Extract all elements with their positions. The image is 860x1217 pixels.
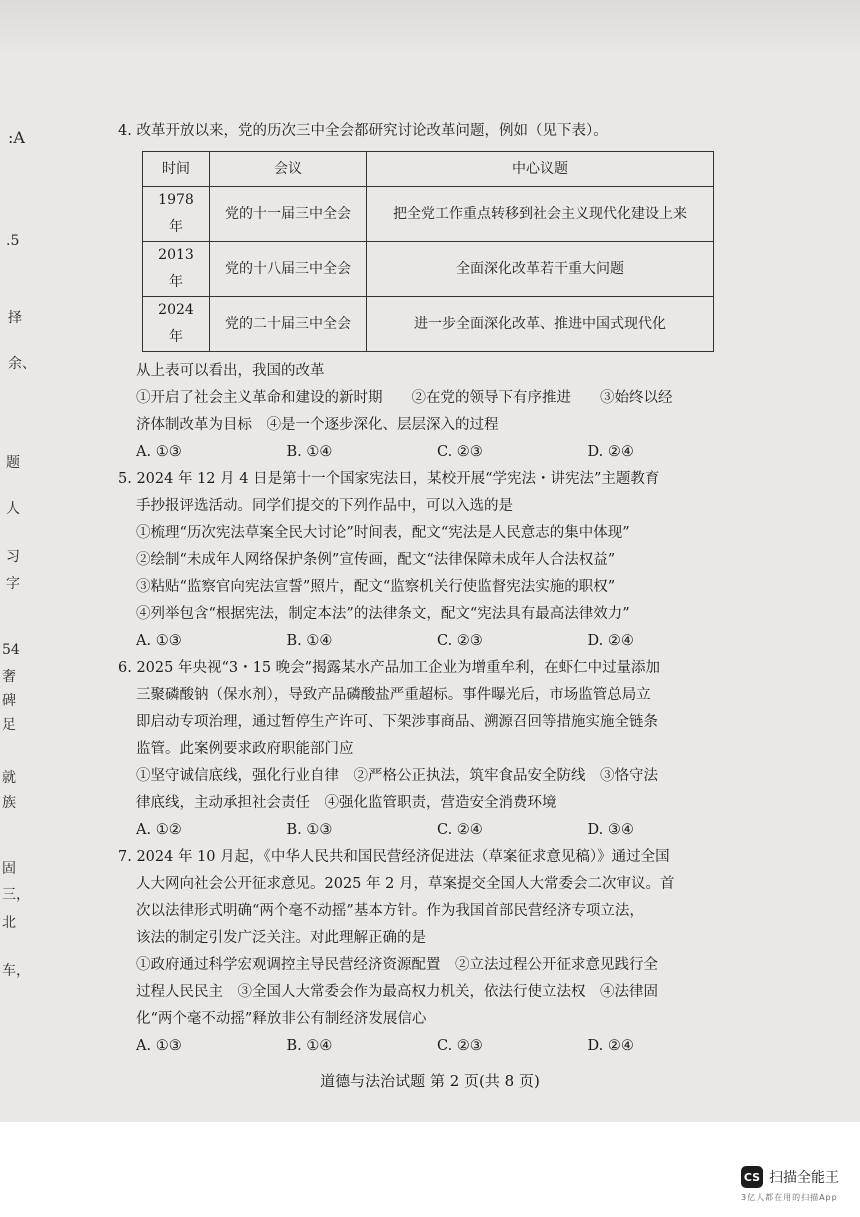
margin-text: 奢 xyxy=(2,669,16,685)
page-footer: 道德与法治试题 第 2 页(共 8 页) xyxy=(320,1072,540,1090)
option-d: D. ③④ xyxy=(587,822,634,838)
margin-text: 字 xyxy=(6,576,20,592)
table-header: 时间 xyxy=(143,152,210,187)
option-b: B. ①④ xyxy=(286,444,333,460)
table-header: 中心议题 xyxy=(367,152,714,187)
margin-text: 习 xyxy=(6,549,20,565)
question-5-item: ④列举包含“根据宪法，制定本法”的法律条文，配文“宪法具有最高法律效力” xyxy=(136,606,630,622)
question-6-stem: 三聚磷酸钠（保水剂），导致产品磷酸盐严重超标。事件曝光后，市场监管总局立 xyxy=(136,687,651,703)
question-6-options xyxy=(118,817,738,844)
reform-table xyxy=(142,151,714,352)
margin-text: 就 xyxy=(2,770,16,786)
margin-text: 择 xyxy=(8,310,22,326)
margin-text: 北 xyxy=(2,915,16,931)
table-cell: 全面深化改革若干重大问题 xyxy=(367,242,714,297)
question-7-stem: 次以法律形式明确“两个毫不动摇”基本方针。作为我国首部民营经济专项立法， xyxy=(136,903,644,919)
camscanner-icon: CS xyxy=(741,1166,763,1188)
table-header: 会议 xyxy=(210,152,367,187)
table-header-row xyxy=(143,152,714,187)
margin-text: 车， xyxy=(2,963,30,979)
question-5-stem: 手抄报评选活动。同学们提交的下列作品中，可以入选的是 xyxy=(136,498,513,514)
table-cell: 党的十八届三中全会 xyxy=(210,242,367,297)
question-4-statements: ①开启了社会主义革命和建设的新时期 ②在党的领导下有序推进 ③始终以经 xyxy=(136,390,673,406)
option-a: A. ①③ xyxy=(136,633,182,649)
table-row xyxy=(143,297,714,352)
option-c: C. ②③ xyxy=(437,1038,483,1054)
question-5-item: ①梳理“历次宪法草案全民大讨论”时间表，配文“宪法是人民意志的集中体现” xyxy=(136,525,630,541)
question-7-statements: 化“两个毫不动摇”释放非公有制经济发展信心 xyxy=(136,1011,427,1027)
question-content xyxy=(118,118,738,1060)
table-cell: 党的十一届三中全会 xyxy=(210,187,367,242)
option-b: B. ①③ xyxy=(286,822,333,838)
scanner-name: 扫描全能王 xyxy=(769,1170,839,1186)
question-7-stem: 人大网向社会公开征求意见。2025 年 2 月，草案提交全国人大常委会二次审议。首 xyxy=(136,876,675,892)
option-a: A. ①③ xyxy=(136,1038,182,1054)
option-a: A. ①② xyxy=(136,822,182,838)
question-4-lead: 从上表可以看出，我国的改革 xyxy=(136,363,325,379)
margin-text: :A xyxy=(8,128,25,147)
question-6-statements: 律底线，主动承担社会责任 ④强化监管职责，营造安全消费环境 xyxy=(136,795,557,811)
table-row xyxy=(143,187,714,242)
question-4 xyxy=(118,118,738,466)
question-6 xyxy=(118,655,738,844)
margin-text: 人 xyxy=(6,501,20,517)
question-6-stem: 6. 2025 年央视“3・15 晚会”揭露某水产品加工企业为增重牟利，在虾仁中过量添加 xyxy=(118,660,661,676)
table-cell: 党的二十届三中全会 xyxy=(210,297,367,352)
question-6-stem: 即启动专项治理，通过暂停生产许可、下架涉事商品、溯源召回等措施实施全链条 xyxy=(136,714,658,730)
margin-text: 族 xyxy=(2,795,16,811)
page-top-shadow xyxy=(0,0,860,55)
question-7-statements: ①政府通过科学宏观调控主导民营经济资源配置 ②立法过程公开征求意见践行全 xyxy=(136,957,658,973)
question-7-options xyxy=(118,1033,738,1060)
table-row xyxy=(143,242,714,297)
option-c: C. ②③ xyxy=(437,633,483,649)
option-d: D. ②④ xyxy=(587,1038,634,1054)
table-cell: 2024 年 xyxy=(143,297,210,352)
question-4-statements: 济体制改革为目标 ④是一个逐步深化、层层深入的过程 xyxy=(136,417,499,433)
question-4-options xyxy=(118,439,738,466)
question-7 xyxy=(118,844,738,1060)
option-a: A. ①③ xyxy=(136,444,182,460)
margin-text: 题 xyxy=(6,455,20,471)
option-d: D. ②④ xyxy=(587,633,634,649)
question-5 xyxy=(118,466,738,655)
table-cell: 把全党工作重点转移到社会主义现代化建设上来 xyxy=(367,187,714,242)
scanner-logo xyxy=(741,1166,839,1188)
question-6-statements: ①坚守诚信底线，强化行业自律 ②严格公正执法，筑牢食品安全防线 ③恪守法 xyxy=(136,768,658,784)
margin-text: .5 xyxy=(6,233,20,249)
margin-text: 三， xyxy=(2,887,30,903)
question-5-options xyxy=(118,628,738,655)
margin-text: 余、 xyxy=(8,356,36,372)
table-cell: 2013 年 xyxy=(143,242,210,297)
question-7-stem: 7. 2024 年 10 月起，《中华人民共和国民营经济促进法（草案征求意见稿）》通过全国 xyxy=(118,849,670,865)
question-7-stem: 该法的制定引发广泛关注。对此理解正确的是 xyxy=(136,930,426,946)
margin-text: 足 xyxy=(2,717,16,733)
margin-text: 固 xyxy=(2,861,16,877)
table-cell: 进一步全面深化改革、推进中国式现代化 xyxy=(367,297,714,352)
margin-text: 54 xyxy=(2,642,20,658)
margin-text: 碑 xyxy=(2,693,16,709)
option-c: C. ②③ xyxy=(437,444,483,460)
question-7-statements: 过程人民民主 ③全国人大常委会作为最高权力机关，依法行使立法权 ④法律固 xyxy=(136,984,658,1000)
question-5-item: ③粘贴“监察官向宪法宣誓”照片，配文“监察机关行使监督宪法实施的职权” xyxy=(136,579,616,595)
question-6-stem: 监管。此案例要求政府职能部门应 xyxy=(136,741,354,757)
question-4-stem: 4. 改革开放以来，党的历次三中全会都研究讨论改革问题，例如（见下表）。 xyxy=(118,123,608,139)
option-c: C. ②④ xyxy=(437,822,483,838)
option-b: B. ①④ xyxy=(286,1038,333,1054)
scanner-tagline: 3亿人都在用的扫描App xyxy=(741,1193,838,1202)
option-d: D. ②④ xyxy=(587,444,634,460)
question-5-item: ②绘制“未成年人网络保护条例”宣传画，配文“法律保障未成年人合法权益” xyxy=(136,552,616,568)
option-b: B. ①④ xyxy=(286,633,333,649)
table-cell: 1978 年 xyxy=(143,187,210,242)
question-5-stem: 5. 2024 年 12 月 4 日是第十一个国家宪法日，某校开展“学宪法・讲宪法”主题教育 xyxy=(118,471,660,487)
